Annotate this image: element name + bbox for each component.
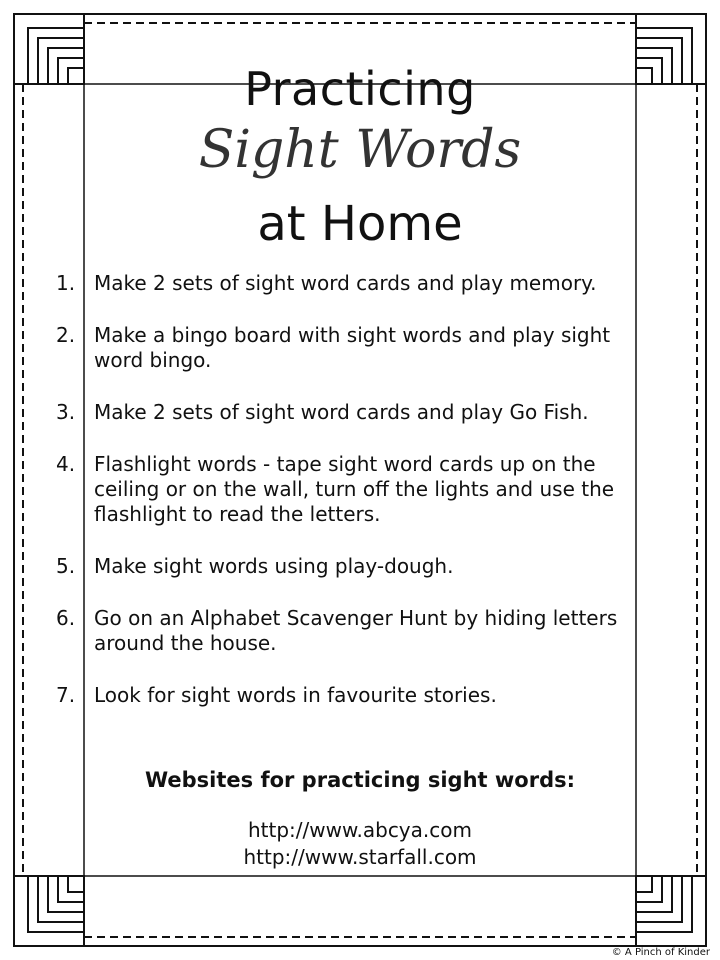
item-number: 4. [56,452,76,476]
list-item [56,554,656,579]
item-number: 7. [56,683,76,707]
list-item [56,323,656,373]
list-item [56,606,656,656]
item-number: 1. [56,271,76,295]
item-number: 5. [56,554,76,578]
website-link[interactable]: http://www.abcya.com [248,818,472,842]
item-text: Make 2 sets of sight word cards and play memory. [94,271,597,295]
activity-list [56,271,656,708]
title-line-1: Practicing [244,62,476,116]
item-number: 3. [56,400,76,424]
title-line-3: at Home [257,196,463,252]
item-number: 6. [56,606,76,630]
website-link[interactable]: http://www.starfall.com [243,845,477,869]
item-number: 2. [56,323,76,347]
item-text: Flashlight words - tape sight word cards up on the ceiling or on the wall, turn off the lights and use the flashlight to read the letters. [94,452,615,526]
list-item [56,683,656,708]
list-item [56,452,656,527]
copyright-text: © A Pinch of Kinder [611,947,710,958]
item-text: Look for sight words in favourite stories. [94,683,497,707]
websites-heading: Websites for practicing sight words: [144,768,576,792]
title-line-2: Sight Words [198,120,522,180]
list-item [56,271,656,296]
list-item [56,400,656,425]
item-text: Make 2 sets of sight word cards and play Go Fish. [94,400,589,424]
item-text: Make sight words using play-dough. [94,554,454,578]
item-text: Go on an Alphabet Scavenger Hunt by hiding letters around the house. [94,606,618,655]
item-text: Make a bingo board with sight words and play sight word bingo. [94,323,611,372]
